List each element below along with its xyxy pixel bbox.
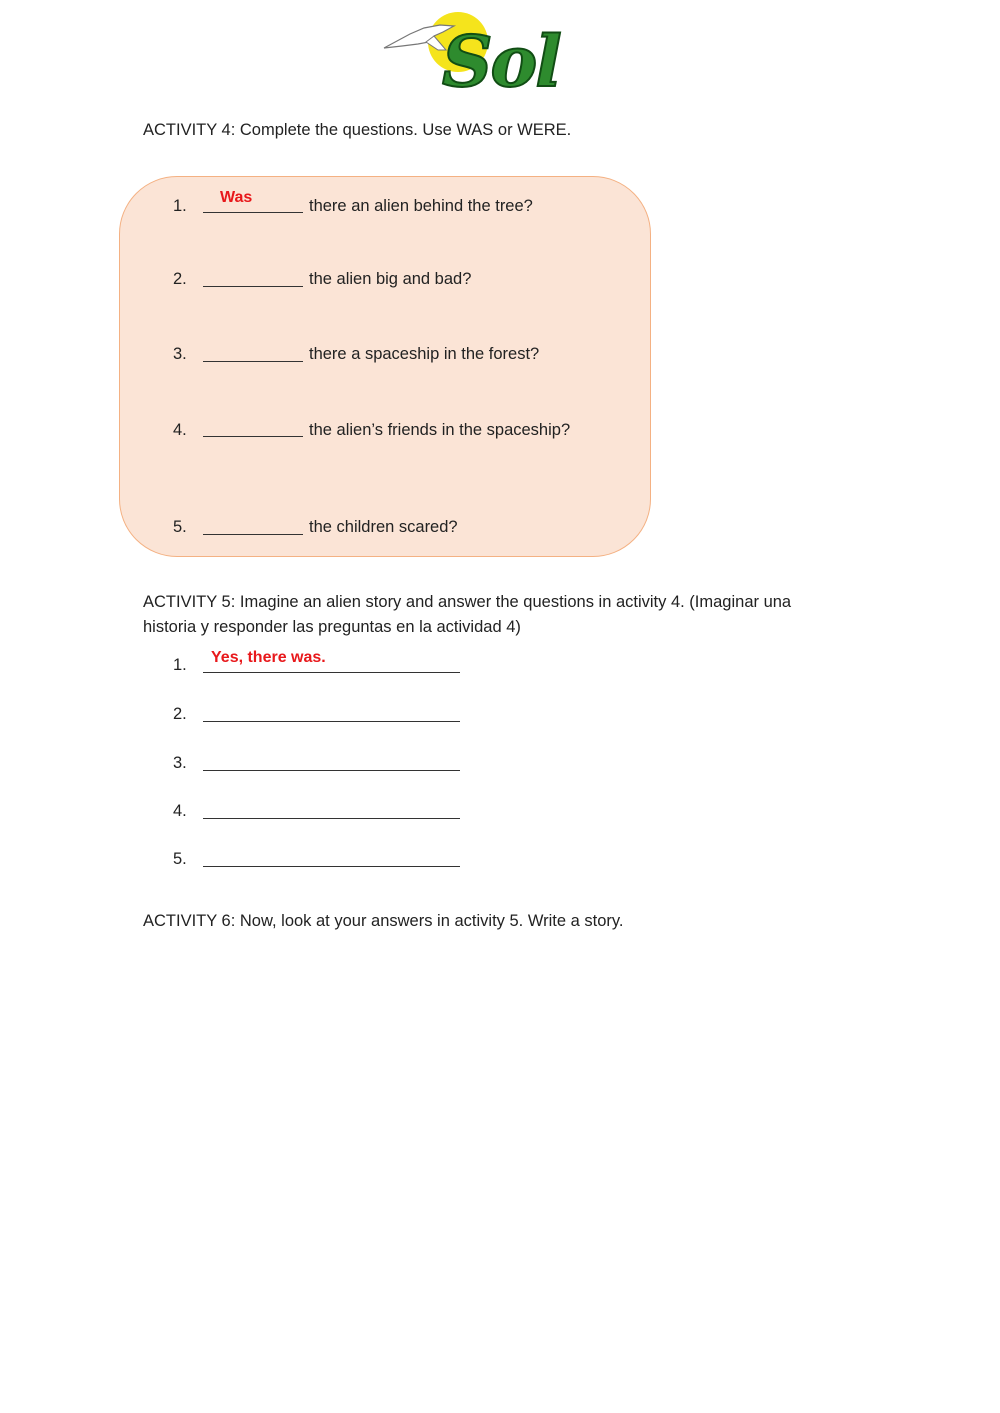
answer-line[interactable] [203, 721, 460, 722]
item-number: 5. [173, 850, 187, 868]
item-number: 1. [173, 656, 187, 674]
item-number: 4. [173, 421, 187, 439]
answer-blank[interactable] [203, 361, 303, 362]
answer-blank[interactable] [203, 436, 303, 437]
question-text: the children scared? [309, 518, 458, 536]
sol-logo [380, 4, 600, 104]
activity-5-instruction-line-2: historia y responder las preguntas en la actividad 4) [143, 618, 521, 636]
item-number: 2. [173, 705, 187, 723]
answer-line[interactable] [203, 770, 460, 771]
activity-4-instruction: ACTIVITY 4: Complete the questions. Use WAS or WERE. [143, 121, 572, 139]
item-number: 3. [173, 345, 187, 363]
activity-6-instruction: ACTIVITY 6: Now, look at your answers in activity 5. Write a story. [143, 912, 624, 930]
logo-text: Sol [442, 20, 560, 103]
activity-4-box [119, 176, 651, 557]
item-number: 5. [173, 518, 187, 536]
answer-blank[interactable] [203, 212, 303, 213]
answer-line[interactable] [203, 866, 460, 867]
item-number: 2. [173, 270, 187, 288]
answer-blank[interactable] [203, 286, 303, 287]
item-number: 1. [173, 197, 187, 215]
answer-line[interactable] [203, 818, 460, 819]
item-number: 3. [173, 754, 187, 772]
question-text: the alien big and bad? [309, 270, 472, 288]
item-number: 4. [173, 802, 187, 820]
activity-5-instruction-line-1: ACTIVITY 5: Imagine an alien story and answer the questions in activity 4. (Imaginar una [143, 593, 792, 611]
answer-line[interactable] [203, 672, 460, 673]
seagull-sun-icon [380, 4, 600, 104]
answer-blank[interactable] [203, 534, 303, 535]
question-text: the alien’s friends in the spaceship? [309, 421, 571, 439]
question-text: there a spaceship in the forest? [309, 345, 540, 363]
answer-text: Yes, there was. [211, 649, 326, 666]
answer-text: Was [220, 189, 253, 206]
question-text: there an alien behind the tree? [309, 197, 533, 215]
